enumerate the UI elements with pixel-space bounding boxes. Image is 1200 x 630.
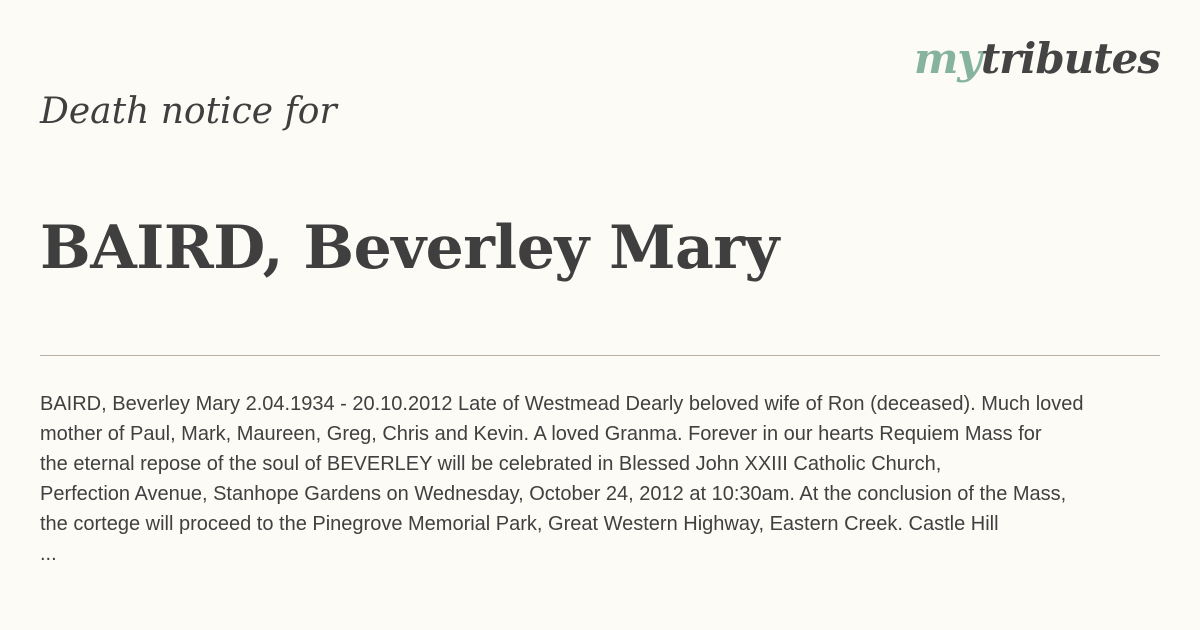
- mytributes-logo[interactable]: [914, 34, 1160, 84]
- notice-text: BAIRD, Beverley Mary 2.04.1934 - 20.10.2012 Late of Westmead Dearly beloved wife of Ron (deceased). Much loved mother of Paul, Mark, Maureen, Greg, Chris and Kevin. A loved Granma. Forever in our hearts Requiem Mass for the eternal repose of the soul of BEVERLEY will be celebrated in Blessed John XXIII Catholic Church, Perfection Avenue, Stanhope Gardens on Wednesday, October 24, 2012 at 10:30am. At the conclusion of the Mass, the cortege will proceed to the Pinegrove Memorial Park, Great Western Highway, Eastern Creek. Castle Hill ...: [40, 393, 1084, 565]
- deceased-name: BAIRD, Beverley Mary: [40, 213, 779, 283]
- logo-part-tributes: tributes: [980, 34, 1160, 83]
- page-subtitle: Death notice for: [40, 91, 337, 132]
- divider: [40, 355, 1160, 356]
- logo-part-my: my: [913, 34, 981, 83]
